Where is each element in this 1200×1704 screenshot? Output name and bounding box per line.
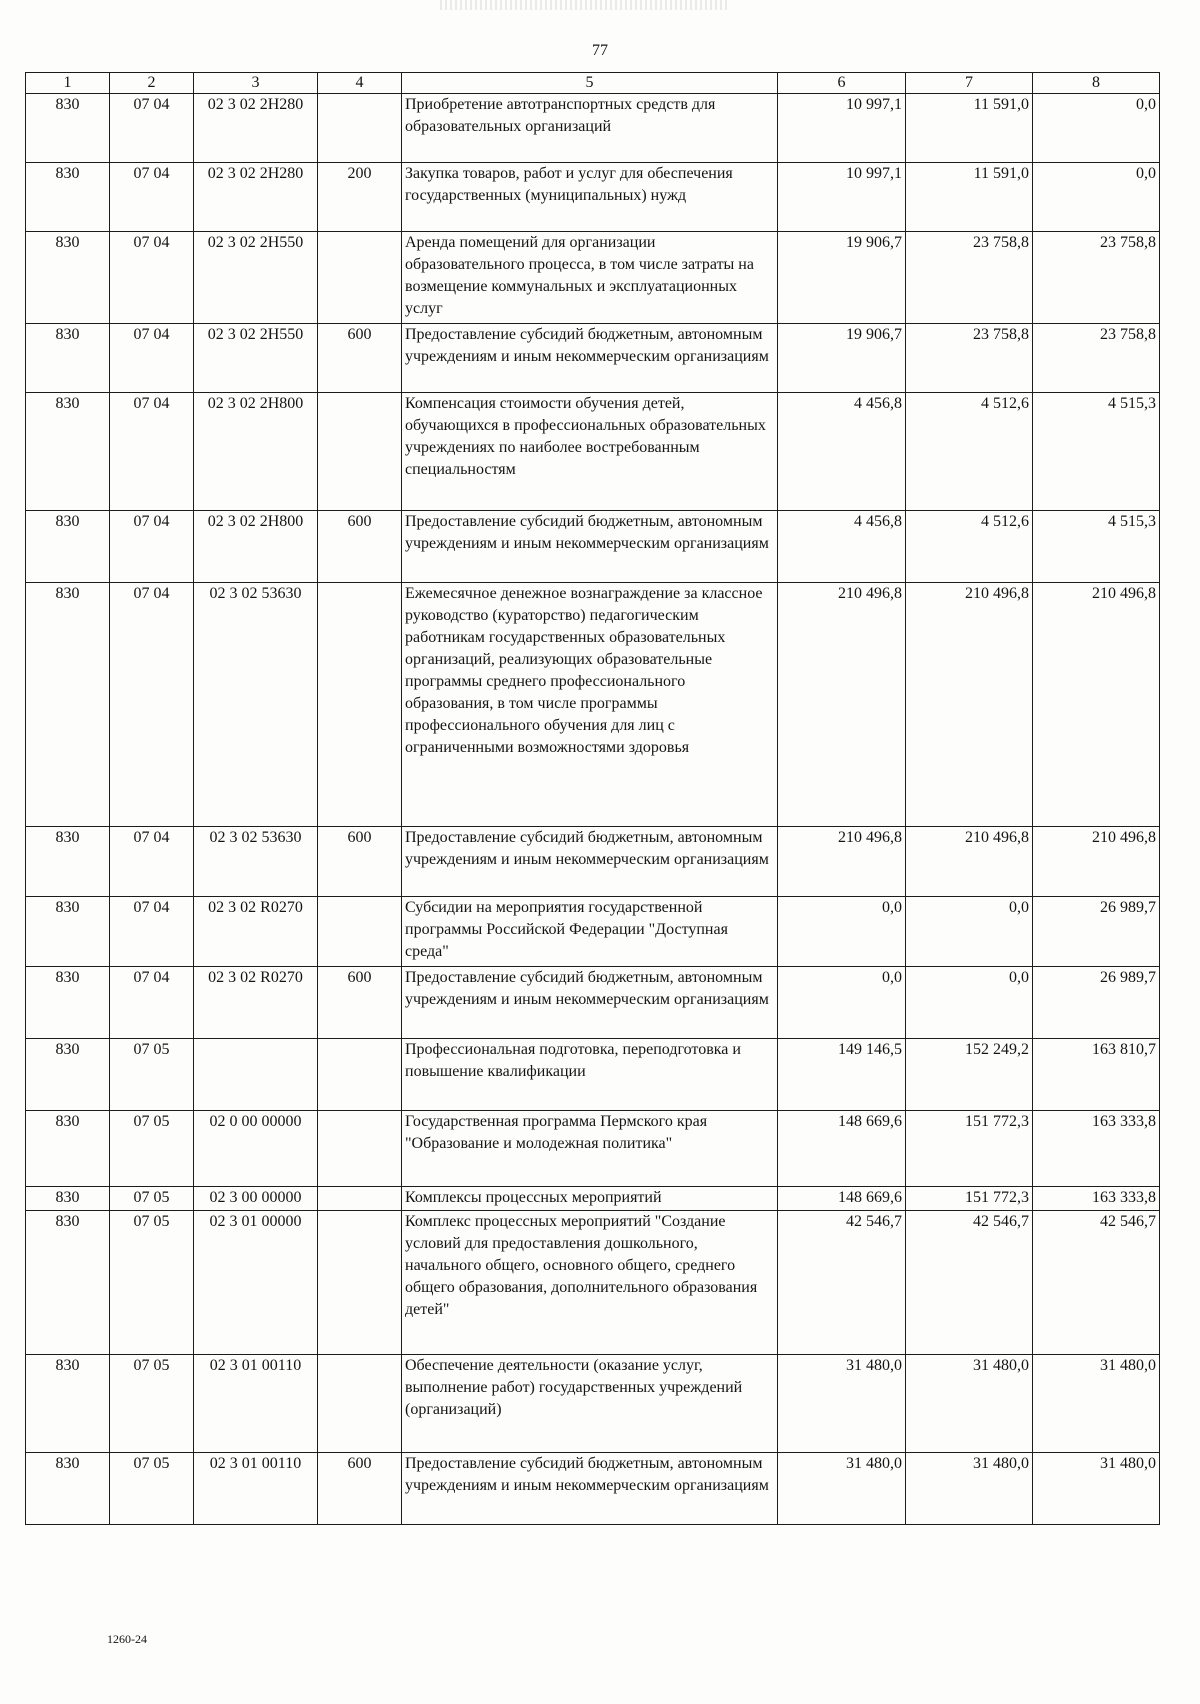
cell-amount-col7: 0,0	[906, 897, 1033, 967]
cell-expense-type	[318, 393, 402, 511]
cell-section: 07 05	[110, 1355, 194, 1453]
cell-section: 07 04	[110, 393, 194, 511]
header-col-7: 7	[906, 73, 1033, 94]
table-row	[26, 163, 1160, 232]
cell-admin-code: 830	[26, 827, 110, 897]
cell-amount-col6: 210 496,8	[778, 583, 906, 827]
cell-target-article: 02 3 02 2Н800	[194, 393, 318, 511]
cell-expense-type	[318, 583, 402, 827]
cell-section: 07 04	[110, 324, 194, 393]
cell-expense-type: 600	[318, 1453, 402, 1525]
cell-amount-col8: 23 758,8	[1033, 232, 1160, 324]
cell-description: Государственная программа Пермского края "Образование и молодежная политика"	[402, 1111, 778, 1187]
budget-table	[25, 72, 1160, 1525]
cell-amount-col7: 11 591,0	[906, 94, 1033, 163]
cell-amount-col7: 210 496,8	[906, 827, 1033, 897]
cell-section: 07 04	[110, 232, 194, 324]
cell-target-article: 02 3 02 R0270	[194, 897, 318, 967]
cell-description: Приобретение автотранспортных средств для образовательных организаций	[402, 94, 778, 163]
cell-amount-col7: 31 480,0	[906, 1453, 1033, 1525]
cell-admin-code: 830	[26, 232, 110, 324]
cell-amount-col6: 31 480,0	[778, 1355, 906, 1453]
cell-amount-col8: 0,0	[1033, 94, 1160, 163]
cell-section: 07 05	[110, 1111, 194, 1187]
table-row	[26, 1211, 1160, 1355]
cell-expense-type	[318, 1211, 402, 1355]
cell-target-article: 02 3 02 R0270	[194, 967, 318, 1039]
table-row	[26, 324, 1160, 393]
cell-amount-col6: 19 906,7	[778, 232, 906, 324]
cell-expense-type	[318, 94, 402, 163]
document-code: 1260-24	[107, 1632, 147, 1646]
cell-amount-col7: 210 496,8	[906, 583, 1033, 827]
cell-amount-col8: 31 480,0	[1033, 1355, 1160, 1453]
cell-admin-code: 830	[26, 1039, 110, 1111]
cell-amount-col6: 42 546,7	[778, 1211, 906, 1355]
cell-amount-col7: 151 772,3	[906, 1111, 1033, 1187]
cell-amount-col8: 163 333,8	[1033, 1111, 1160, 1187]
cell-amount-col6: 0,0	[778, 967, 906, 1039]
cell-amount-col8: 210 496,8	[1033, 827, 1160, 897]
header-col-8: 8	[1033, 73, 1160, 94]
cell-section: 07 04	[110, 583, 194, 827]
cell-admin-code: 830	[26, 1187, 110, 1211]
cell-amount-col8: 163 810,7	[1033, 1039, 1160, 1111]
cell-expense-type	[318, 1187, 402, 1211]
cell-target-article	[194, 1039, 318, 1111]
cell-expense-type: 600	[318, 827, 402, 897]
cell-description: Предоставление субсидий бюджетным, автономным учреждениям и иным некоммерческим организациям	[402, 324, 778, 393]
table-row	[26, 1355, 1160, 1453]
cell-description: Предоставление субсидий бюджетным, автономным учреждениям и иным некоммерческим организациям	[402, 1453, 778, 1525]
cell-section: 07 04	[110, 94, 194, 163]
cell-target-article: 02 3 02 2Н280	[194, 163, 318, 232]
header-col-4: 4	[318, 73, 402, 94]
header-col-3: 3	[194, 73, 318, 94]
table-row	[26, 583, 1160, 827]
cell-target-article: 02 3 02 2Н280	[194, 94, 318, 163]
cell-target-article: 02 3 02 2Н550	[194, 324, 318, 393]
cell-amount-col6: 19 906,7	[778, 324, 906, 393]
cell-expense-type	[318, 1039, 402, 1111]
header-row	[26, 73, 1160, 94]
cell-expense-type: 600	[318, 511, 402, 583]
table-row	[26, 1187, 1160, 1211]
cell-admin-code: 830	[26, 583, 110, 827]
header-col-1: 1	[26, 73, 110, 94]
cell-admin-code: 830	[26, 1453, 110, 1525]
cell-expense-type	[318, 897, 402, 967]
cell-amount-col6: 31 480,0	[778, 1453, 906, 1525]
cell-section: 07 05	[110, 1187, 194, 1211]
cell-amount-col7: 42 546,7	[906, 1211, 1033, 1355]
cell-target-article: 02 3 02 2Н800	[194, 511, 318, 583]
table-row	[26, 1453, 1160, 1525]
table-row	[26, 1039, 1160, 1111]
cell-description: Компенсация стоимости обучения детей, обучающихся в профессиональных образовательных учреждениях по наиболее востребованным специальностям	[402, 393, 778, 511]
cell-section: 07 04	[110, 897, 194, 967]
cell-amount-col7: 11 591,0	[906, 163, 1033, 232]
cell-amount-col8: 26 989,7	[1033, 897, 1160, 967]
cell-target-article: 02 3 01 00110	[194, 1453, 318, 1525]
cell-expense-type: 600	[318, 967, 402, 1039]
cell-admin-code: 830	[26, 393, 110, 511]
table-row	[26, 232, 1160, 324]
table-row	[26, 393, 1160, 511]
cell-amount-col7: 151 772,3	[906, 1187, 1033, 1211]
cell-amount-col7: 4 512,6	[906, 511, 1033, 583]
cell-amount-col6: 148 669,6	[778, 1187, 906, 1211]
cell-amount-col6: 149 146,5	[778, 1039, 906, 1111]
cell-amount-col6: 148 669,6	[778, 1111, 906, 1187]
cell-target-article: 02 3 02 53630	[194, 827, 318, 897]
header-col-5: 5	[402, 73, 778, 94]
cell-admin-code: 830	[26, 94, 110, 163]
cell-admin-code: 830	[26, 1355, 110, 1453]
table-row	[26, 1111, 1160, 1187]
table-row	[26, 897, 1160, 967]
cell-expense-type: 600	[318, 324, 402, 393]
cell-description: Ежемесячное денежное вознаграждение за классное руководство (кураторство) педагогическим работникам государственных образовательных организаций, реализующих образовательные программы среднего профессионального образования, в том числе программы профессионального обучения для лиц с ограниченными возможностями здоровья	[402, 583, 778, 827]
cell-target-article: 02 3 01 00000	[194, 1211, 318, 1355]
cell-target-article: 02 3 02 2Н550	[194, 232, 318, 324]
cell-amount-col6: 10 997,1	[778, 94, 906, 163]
cell-admin-code: 830	[26, 967, 110, 1039]
cell-description: Профессиональная подготовка, переподготовка и повышение квалификации	[402, 1039, 778, 1111]
cell-section: 07 05	[110, 1211, 194, 1355]
cell-amount-col8: 31 480,0	[1033, 1453, 1160, 1525]
cell-admin-code: 830	[26, 897, 110, 967]
cell-description: Комплексы процессных мероприятий	[402, 1187, 778, 1211]
cell-amount-col6: 210 496,8	[778, 827, 906, 897]
cell-amount-col8: 0,0	[1033, 163, 1160, 232]
cell-amount-col6: 4 456,8	[778, 393, 906, 511]
cell-description: Субсидии на мероприятия государственной программы Российской Федерации "Доступная среда"	[402, 897, 778, 967]
cell-amount-col8: 163 333,8	[1033, 1187, 1160, 1211]
page-number: 77	[592, 42, 608, 59]
table-row	[26, 827, 1160, 897]
cell-admin-code: 830	[26, 1211, 110, 1355]
cell-description: Комплекс процессных мероприятий "Создание условий для предоставления дошкольного, начального общего, основного общего, среднего общего образования, дополнительного образования детей"	[402, 1211, 778, 1355]
cell-amount-col7: 152 249,2	[906, 1039, 1033, 1111]
table-row	[26, 94, 1160, 163]
header-col-2: 2	[110, 73, 194, 94]
cell-description: Обеспечение деятельности (оказание услуг, выполнение работ) государственных учреждений (организаций)	[402, 1355, 778, 1453]
cell-amount-col6: 10 997,1	[778, 163, 906, 232]
cell-description: Предоставление субсидий бюджетным, автономным учреждениям и иным некоммерческим организациям	[402, 967, 778, 1039]
cell-description: Предоставление субсидий бюджетным, автономным учреждениям и иным некоммерческим организациям	[402, 827, 778, 897]
cell-expense-type: 200	[318, 163, 402, 232]
cell-description: Закупка товаров, работ и услуг для обеспечения государственных (муниципальных) нужд	[402, 163, 778, 232]
scan-artifact	[440, 0, 730, 10]
cell-section: 07 04	[110, 163, 194, 232]
cell-amount-col6: 0,0	[778, 897, 906, 967]
cell-target-article: 02 3 00 00000	[194, 1187, 318, 1211]
cell-section: 07 04	[110, 511, 194, 583]
cell-description: Аренда помещений для организации образовательного процесса, в том числе затраты на возмещение коммунальных и эксплуатационных услуг	[402, 232, 778, 324]
cell-amount-col8: 23 758,8	[1033, 324, 1160, 393]
cell-amount-col8: 42 546,7	[1033, 1211, 1160, 1355]
cell-admin-code: 830	[26, 163, 110, 232]
cell-expense-type	[318, 1355, 402, 1453]
cell-amount-col7: 0,0	[906, 967, 1033, 1039]
cell-amount-col7: 23 758,8	[906, 232, 1033, 324]
cell-amount-col6: 4 456,8	[778, 511, 906, 583]
cell-expense-type	[318, 1111, 402, 1187]
cell-admin-code: 830	[26, 1111, 110, 1187]
cell-admin-code: 830	[26, 324, 110, 393]
cell-admin-code: 830	[26, 511, 110, 583]
cell-section: 07 05	[110, 1453, 194, 1525]
cell-target-article: 02 3 02 53630	[194, 583, 318, 827]
cell-section: 07 04	[110, 967, 194, 1039]
cell-amount-col8: 210 496,8	[1033, 583, 1160, 827]
table-row	[26, 511, 1160, 583]
cell-target-article: 02 3 01 00110	[194, 1355, 318, 1453]
header-col-6: 6	[778, 73, 906, 94]
cell-expense-type	[318, 232, 402, 324]
cell-section: 07 05	[110, 1039, 194, 1111]
cell-amount-col8: 26 989,7	[1033, 967, 1160, 1039]
cell-amount-col7: 31 480,0	[906, 1355, 1033, 1453]
cell-section: 07 04	[110, 827, 194, 897]
cell-description: Предоставление субсидий бюджетным, автономным учреждениям и иным некоммерческим организациям	[402, 511, 778, 583]
cell-target-article: 02 0 00 00000	[194, 1111, 318, 1187]
table-row	[26, 967, 1160, 1039]
cell-amount-col7: 23 758,8	[906, 324, 1033, 393]
cell-amount-col8: 4 515,3	[1033, 511, 1160, 583]
cell-amount-col7: 4 512,6	[906, 393, 1033, 511]
cell-amount-col8: 4 515,3	[1033, 393, 1160, 511]
